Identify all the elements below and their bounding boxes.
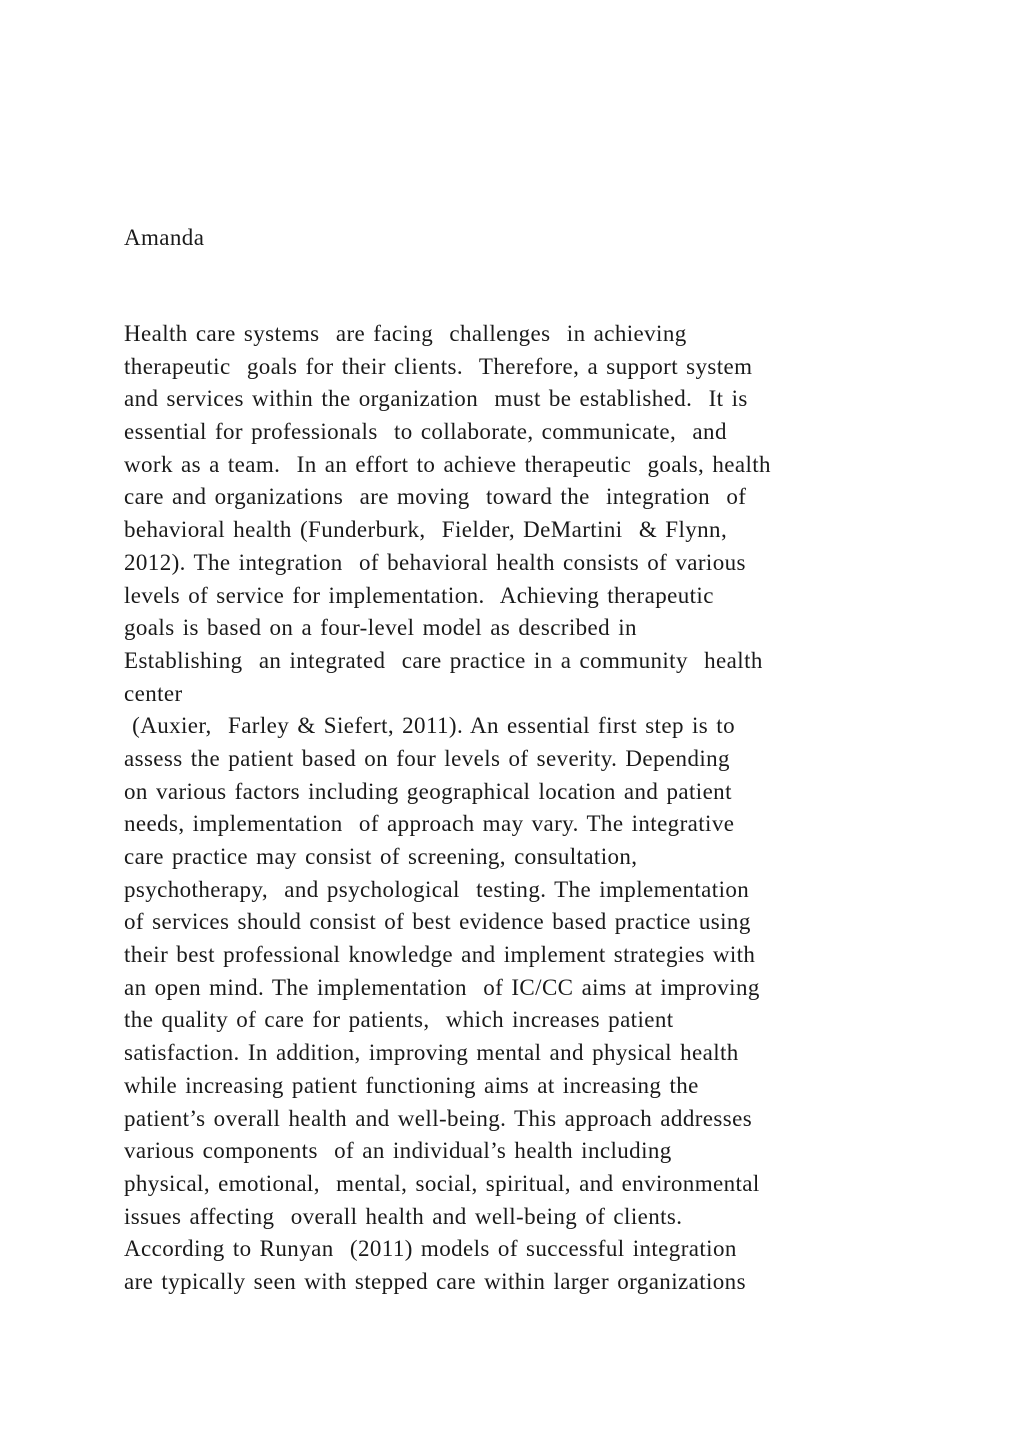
text-line: assess the patient based on four levels of severity. Depending xyxy=(124,745,730,771)
text-line: essential for professionals to collaborate, communicate, and xyxy=(124,419,727,445)
text-line: various components of an individual’s health including xyxy=(124,1138,672,1164)
text-line: 2012). The integration of behavioral health consists of various xyxy=(124,549,746,575)
text-line: their best professional knowledge and implement strategies with xyxy=(124,942,756,968)
text-line: goals is based on a four-level model as described in xyxy=(124,615,637,641)
text-line: are typically seen with stepped care within larger organizations xyxy=(124,1268,746,1294)
text-line: work as a team. In an effort to achieve therapeutic goals, health xyxy=(124,451,771,477)
text-line: the quality of care for patients, which increases patient xyxy=(124,1007,674,1033)
text-line: (Auxier, Farley & Siefert, 2011). An essential first step is to xyxy=(124,713,735,739)
text-line: satisfaction. In addition, improving mental and physical health xyxy=(124,1040,739,1066)
text-line: needs, implementation of approach may vary. The integrative xyxy=(124,811,735,837)
text-line: issues affecting overall health and well-being of clients. xyxy=(124,1203,683,1229)
text-line: of services should consist of best evidence based practice using xyxy=(124,909,751,935)
text-line: on various factors including geographical location and patient xyxy=(124,778,732,804)
body-paragraph xyxy=(124,318,924,1299)
text-line: center xyxy=(124,680,183,706)
text-line: According to Runyan (2011) models of successful integration xyxy=(124,1236,737,1262)
text-line: an open mind. The implementation of IC/CC aims at improving xyxy=(124,974,760,1000)
text-line: while increasing patient functioning aims at increasing the xyxy=(124,1072,699,1098)
text-line: behavioral health (Funderburk, Fielder, DeMartini & Flynn, xyxy=(124,517,728,543)
author-name: Amanda xyxy=(124,225,205,250)
text-line: therapeutic goals for their clients. Therefore, a support system xyxy=(124,353,753,379)
text-line: Establishing an integrated care practice in a community health xyxy=(124,647,763,673)
text-line: patient’s overall health and well-being. This approach addresses xyxy=(124,1105,753,1131)
text-line: psychotherapy, and psychological testing. The implementation xyxy=(124,876,750,902)
text-line: levels of service for implementation. Achieving therapeutic xyxy=(124,582,714,608)
text-line: Health care systems are facing challenges in achieving xyxy=(124,321,687,346)
text-line: care and organizations are moving toward the integration of xyxy=(124,484,747,510)
text-line: physical, emotional, mental, social, spiritual, and environmental xyxy=(124,1170,760,1196)
text-line: care practice may consist of screening, consultation, xyxy=(124,844,638,869)
text-line: and services within the organization must be established. It is xyxy=(124,386,748,412)
